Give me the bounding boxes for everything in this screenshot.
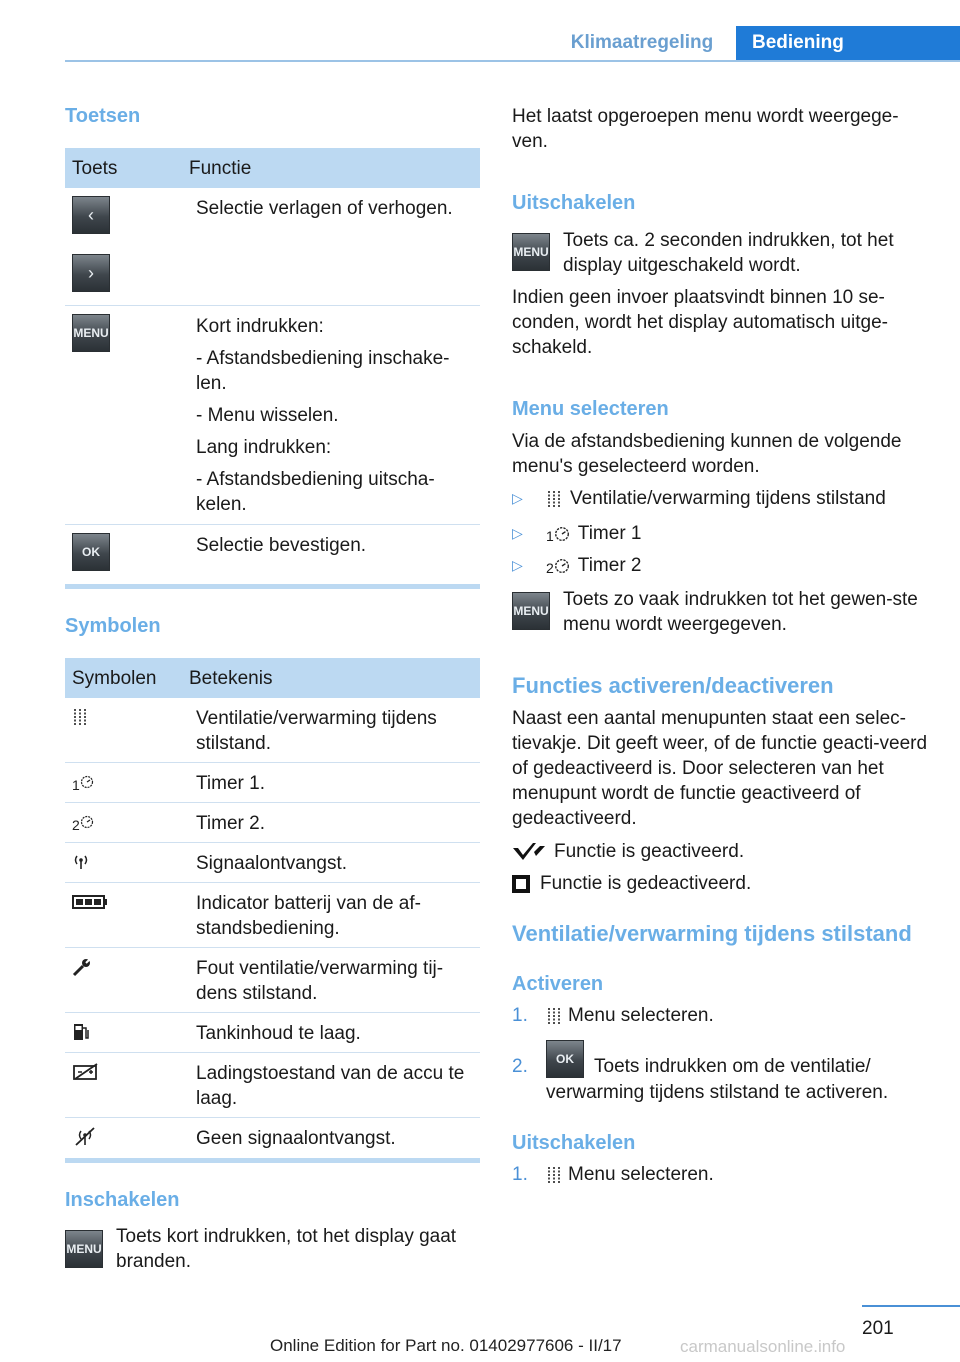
toetsen-table-header: [65, 148, 480, 188]
row-text: Geen signaalontvangst.: [196, 1128, 396, 1149]
bullet-triangle-icon: ▷: [512, 525, 523, 541]
list-item-text: Toets indrukken om de ventilatie/: [594, 1056, 871, 1077]
ok-key-icon: OK: [546, 1040, 584, 1078]
row-text: [196, 314, 476, 524]
table-row: [65, 843, 480, 883]
row-text: Tankinhoud te laag.: [196, 1023, 361, 1044]
list-item-text: Ventilatie/verwarming tijdens stilstand: [570, 488, 886, 509]
bullet-triangle-icon: ▷: [512, 557, 523, 573]
row-text: Selectie bevestigen.: [196, 535, 367, 556]
list-item: [512, 1003, 932, 1031]
row-text: Fout ventilatie/verwarming tij-dens stilstand.: [196, 958, 444, 1004]
watermark: carmanualsonline.info: [680, 1337, 846, 1356]
row-text: Timer 2.: [196, 813, 265, 834]
table-row: [65, 1118, 480, 1158]
row-text: Signaalontvangst.: [196, 853, 348, 874]
list-item: [512, 1162, 932, 1190]
functies-text: Naast een aantal menupunten staat een selec-tievakje. Dit geeft weer, of de functie geacti-veerd of gedeactiveerd is. Door selecteren van het menupunt wordt de functie geactiveerd of gedeactiveerd.: [512, 708, 928, 829]
list-number: 1.: [512, 1005, 528, 1026]
menu-text: Via de afstandsbediening kunnen de volgende menu's geselecteerd worden.: [512, 431, 902, 477]
menu-after-text: Toets zo vaak indrukken tot het gewen-ste menu wordt weergegeven.: [563, 589, 918, 635]
header-rule: [65, 60, 960, 62]
list-number: 2.: [512, 1056, 528, 1077]
wrench-icon: [72, 956, 112, 978]
menu-key-icon: MENU: [512, 592, 550, 630]
symbolen-table: [65, 658, 480, 1158]
toetsen-table: [65, 148, 480, 583]
uitschakelen-heading: Uitschakelen: [512, 192, 636, 214]
unchecked-text: Functie is gedeactiveerd.: [540, 873, 752, 894]
row-text: Indicator batterij van de af-standsbediening.: [196, 893, 421, 939]
row-text: Ventilatie/verwarming tijdens stilstand.: [196, 708, 437, 754]
signal-icon: [72, 851, 112, 873]
toetsen-col-function: Functie: [189, 157, 252, 179]
activeren-heading: Activeren: [512, 973, 604, 995]
vent-heading: Ventilatie/verwarming tijdens stilstand: [512, 921, 912, 946]
row-line: - Afstandsbediening uitscha-kelen.: [196, 469, 435, 515]
symbolen-heading: Symbolen: [65, 615, 161, 637]
chevron-left-icon: ‹: [72, 196, 110, 234]
table-row: [65, 763, 480, 803]
list-item: [512, 486, 886, 511]
inschakelen-text: Toets kort indrukken, tot het display gaat branden.: [116, 1226, 457, 1272]
inschakelen-heading: Inschakelen: [65, 1189, 180, 1211]
bullet-triangle-icon: ▷: [512, 490, 523, 506]
uitschakelen-text2: Indien geen invoer plaatsvindt binnen 10 se-conden, wordt het display automatisch uitge-schakeld.: [512, 287, 888, 358]
uitschakelen-text: Toets ca. 2 seconden indrukken, tot het display uitgeschakeld wordt.: [563, 230, 894, 276]
row-line: Kort indrukken:: [196, 316, 324, 337]
table-end-rule: [65, 1158, 480, 1163]
functies-heading: Functies activeren/deactiveren: [512, 673, 834, 698]
checkbox-checked-icon: [512, 842, 546, 862]
symbolen-table-header: [65, 658, 480, 698]
table-row: [65, 803, 480, 843]
no-signal-icon: [72, 1126, 112, 1148]
menu-heading: Menu selecteren: [512, 398, 669, 420]
row-text: Timer 1.: [196, 773, 265, 794]
list-item-text: Menu selecteren.: [568, 1005, 714, 1026]
battery-icon: [72, 891, 112, 913]
row-text: Ladingstoestand van de accu te laag.: [196, 1063, 465, 1109]
menu-key-icon: MENU: [72, 314, 110, 352]
list-number: 1.: [512, 1164, 528, 1185]
timer-number: 2: [72, 816, 80, 833]
ventilation-icon: [72, 706, 112, 728]
timer-number: 1: [72, 776, 80, 793]
list-item: [512, 1040, 932, 1110]
timer2-icon: [554, 558, 570, 574]
table-row: [65, 948, 480, 1013]
list-item-text: Timer 1: [577, 523, 642, 544]
table-row: [65, 1013, 480, 1053]
ventilation-icon: [546, 1007, 562, 1025]
uitschakelen2-heading: Uitschakelen: [512, 1132, 636, 1154]
symbolen-col-meaning: Betekenis: [189, 667, 273, 689]
symbolen-col-symbol: Symbolen: [72, 667, 157, 689]
table-row: [65, 1053, 480, 1118]
footer-rule: [862, 1305, 960, 1307]
edition-text: Online Edition for Part no. 01402977606 - II/17: [270, 1336, 622, 1355]
row-line: - Menu wisselen.: [196, 405, 339, 426]
list-item: [512, 518, 642, 549]
chevron-right-icon: ›: [72, 254, 110, 292]
table-row: [65, 525, 480, 583]
timer1-icon: [554, 526, 570, 542]
timer2-icon: [72, 811, 112, 833]
ventilation-icon: [546, 490, 562, 508]
table-row: [65, 883, 480, 948]
accu-low-icon: [72, 1061, 112, 1083]
list-item-text: Menu selecteren.: [568, 1164, 714, 1185]
timer1-icon: [72, 771, 112, 793]
arrow-keys: [72, 196, 110, 292]
intro-text: Het laatst opgeroepen menu wordt weergege-ven.: [512, 106, 899, 152]
page-number: 201: [862, 1318, 894, 1339]
table-row: [65, 306, 480, 525]
table-row: [65, 698, 480, 763]
header-chapter-tab: Klimaatregeling: [570, 32, 714, 53]
list-item-text: Timer 2: [577, 555, 642, 576]
timer-number: 1: [546, 528, 554, 544]
row-line: - Afstandsbediening inschake-len.: [196, 348, 450, 394]
checked-legend: [512, 839, 744, 864]
list-item-text: verwarming tijdens stilstand te activeren.: [546, 1082, 889, 1103]
menu-key-icon: MENU: [512, 233, 550, 271]
fuel-icon: [72, 1021, 112, 1043]
table-row: [65, 188, 480, 306]
checkbox-unchecked-icon: [512, 875, 530, 893]
header-section-tab: Bediening: [736, 26, 960, 62]
toetsen-col-key: Toets: [72, 157, 118, 179]
timer-number: 2: [546, 560, 554, 576]
unchecked-legend: [512, 871, 751, 896]
list-item: [512, 550, 642, 581]
ok-key-icon: OK: [72, 533, 110, 571]
table-end-rule: [65, 584, 480, 589]
menu-key-icon: MENU: [65, 1230, 103, 1268]
row-line: Lang indrukken:: [196, 437, 332, 458]
row-text: Selectie verlagen of verhogen.: [196, 198, 453, 219]
checked-text: Functie is geactiveerd.: [554, 841, 745, 862]
ventilation-icon: [546, 1166, 562, 1184]
toetsen-heading: Toetsen: [65, 105, 141, 127]
